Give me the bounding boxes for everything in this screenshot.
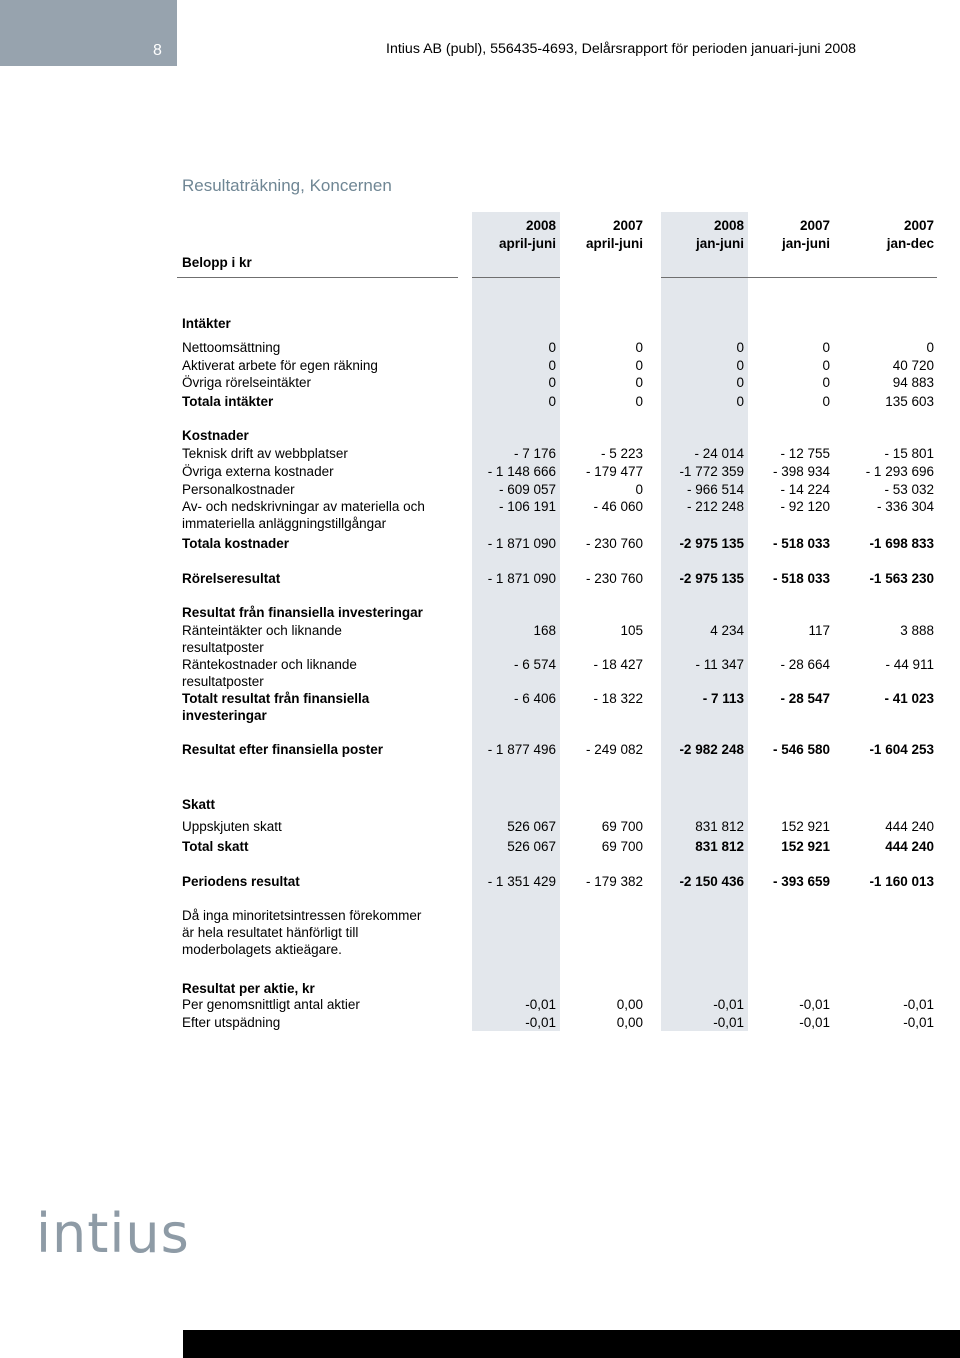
column-period: jan-juni: [696, 236, 744, 251]
value-cell: -0,01: [799, 997, 830, 1012]
value-cell: 0: [635, 394, 643, 409]
value-cell: - 1 871 090: [487, 571, 556, 586]
value-cell: - 41 023: [884, 691, 934, 706]
value-cell: - 44 911: [885, 657, 934, 672]
row-label: Periodens resultat: [182, 874, 300, 889]
column-year: 2008: [713, 218, 744, 233]
value-cell: - 1 877 496: [487, 742, 556, 757]
row-label: Personalkostnader: [182, 482, 295, 497]
row-label-cont: resultatposter: [182, 674, 264, 689]
value-cell: - 1 351 429: [487, 874, 556, 889]
value-cell: - 6 406: [513, 691, 556, 706]
value-cell: - 7 113: [702, 691, 744, 706]
unit-label: Belopp i kr: [182, 255, 252, 270]
value-cell: 526 067: [507, 839, 556, 854]
value-cell: 0: [548, 358, 556, 373]
value-cell: 0: [926, 340, 934, 355]
value-cell: - 230 760: [585, 536, 643, 551]
row-label-cont: investeringar: [182, 708, 267, 723]
value-cell: 94 883: [892, 375, 934, 390]
value-cell: - 28 664: [780, 657, 830, 672]
value-cell: 135 603: [885, 394, 934, 409]
row-label: Efter utspädning: [182, 1015, 281, 1030]
value-cell: 831 812: [695, 839, 744, 854]
row-label: Totala intäkter: [182, 394, 274, 409]
value-cell: - 966 514: [686, 482, 744, 497]
value-cell: - 398 934: [772, 464, 830, 479]
row-label: Uppskjuten skatt: [182, 819, 282, 834]
page-number: 8: [153, 42, 162, 59]
value-cell: - 14 224: [780, 482, 830, 497]
value-cell: -1 160 013: [869, 874, 934, 889]
header-rule-col3-5: [661, 277, 937, 278]
value-cell: - 6 574: [513, 657, 556, 672]
row-label: Skatt: [182, 797, 216, 812]
value-cell: 0: [822, 340, 830, 355]
row-label: Totalt resultat från finansiella: [182, 691, 370, 706]
value-cell: 152 921: [781, 839, 830, 854]
header-rule-col1: [472, 277, 560, 278]
column-year: 2008: [525, 218, 556, 233]
value-cell: - 230 760: [585, 571, 643, 586]
value-cell: 0: [635, 482, 643, 497]
value-cell: - 11 347: [695, 657, 744, 672]
value-cell: - 1 148 666: [487, 464, 556, 479]
value-cell: - 53 032: [884, 482, 934, 497]
row-label-cont: immateriella anläggningstillgångar: [182, 516, 387, 531]
value-cell: - 24 014: [694, 446, 744, 461]
row-label: Kostnader: [182, 428, 249, 443]
value-cell: - 15 801: [884, 446, 934, 461]
value-cell: 0,00: [616, 1015, 643, 1030]
value-cell: - 46 060: [593, 499, 643, 514]
value-cell: 0: [822, 358, 830, 373]
value-cell: 168: [533, 623, 556, 638]
row-label: Av- och nedskrivningar av materiella och: [182, 499, 425, 514]
value-cell: 0: [635, 358, 643, 373]
value-cell: - 18 322: [593, 691, 643, 706]
document-header: Intius AB (publ), 556435-4693, Delårsrapport för perioden januari-juni 2008: [386, 41, 857, 57]
row-label: Ränteintäkter och liknande: [182, 623, 342, 638]
column-period: april-juni: [499, 236, 556, 251]
value-cell: - 7 176: [513, 446, 556, 461]
value-cell: -2 150 436: [679, 874, 744, 889]
column-period: april-juni: [586, 236, 643, 251]
value-cell: 0: [548, 375, 556, 390]
value-cell: 3 888: [900, 623, 934, 638]
row-label: Övriga rörelseintäkter: [182, 375, 312, 390]
column-year: 2007: [903, 218, 934, 233]
value-cell: -2 975 135: [679, 571, 744, 586]
value-cell: -2 975 135: [679, 536, 744, 551]
value-cell: -0,01: [525, 997, 556, 1012]
column-year: 2007: [799, 218, 830, 233]
row-label: Då inga minoritetsintressen förekommer: [182, 908, 422, 923]
value-cell: - 5 223: [600, 446, 643, 461]
value-cell: 0: [822, 394, 830, 409]
row-label: Nettoomsättning: [182, 340, 281, 355]
row-label: Intäkter: [182, 316, 231, 331]
row-label: Total skatt: [182, 839, 249, 854]
row-label: Resultat från finansiella investeringar: [182, 605, 423, 620]
value-cell: 0: [635, 375, 643, 390]
value-cell: -1 563 230: [869, 571, 934, 586]
value-cell: -2 982 248: [679, 742, 744, 757]
value-cell: 0: [822, 375, 830, 390]
value-cell: 152 921: [781, 819, 830, 834]
page-number-tab: [0, 0, 177, 66]
value-cell: 0: [736, 375, 744, 390]
value-cell: 0: [635, 340, 643, 355]
value-cell: -0,01: [799, 1015, 830, 1030]
row-label: Räntekostnader och liknande: [182, 657, 357, 672]
value-cell: - 12 755: [780, 446, 830, 461]
value-cell: 69 700: [601, 839, 643, 854]
value-cell: - 106 191: [498, 499, 556, 514]
value-cell: 0: [736, 358, 744, 373]
value-cell: - 518 033: [772, 536, 830, 551]
value-cell: 4 234: [710, 623, 744, 638]
value-cell: 69 700: [601, 819, 643, 834]
value-cell: -0,01: [713, 997, 744, 1012]
value-cell: - 609 057: [498, 482, 556, 497]
value-cell: 40 720: [892, 358, 934, 373]
value-cell: 0: [736, 340, 744, 355]
value-cell: -0,01: [713, 1015, 744, 1030]
row-label: Per genomsnittligt antal aktier: [182, 997, 360, 1012]
column-year: 2007: [612, 218, 643, 233]
value-cell: 105: [620, 623, 643, 638]
row-label: Totala kostnader: [182, 536, 290, 551]
value-cell: -1 698 833: [869, 536, 934, 551]
value-cell: - 249 082: [585, 742, 643, 757]
value-cell: - 336 304: [876, 499, 934, 514]
value-cell: -0,01: [525, 1015, 556, 1030]
value-cell: - 1 293 696: [865, 464, 934, 479]
value-cell: 0: [548, 340, 556, 355]
row-label: Teknisk drift av webbplatser: [182, 446, 348, 461]
value-cell: 0: [736, 394, 744, 409]
intius-logo: intius: [36, 1202, 190, 1265]
value-cell: -1 604 253: [869, 742, 934, 757]
row-label: Aktiverat arbete för egen räkning: [182, 358, 378, 373]
value-cell: - 1 871 090: [487, 536, 556, 551]
header-rule-label: [177, 277, 458, 278]
footer-bar: [183, 1330, 960, 1358]
value-cell: 0,00: [616, 997, 643, 1012]
section-title: Resultaträkning, Koncernen: [182, 176, 392, 195]
value-cell: 444 240: [885, 839, 934, 854]
value-cell: 831 812: [695, 819, 744, 834]
value-cell: - 393 659: [772, 874, 830, 889]
value-cell: 117: [808, 623, 830, 638]
column-period: jan-juni: [782, 236, 830, 251]
row-label-cont: moderbolagets aktieägare.: [182, 942, 342, 957]
value-cell: -1 772 359: [679, 464, 744, 479]
value-cell: - 179 382: [585, 874, 643, 889]
row-label-cont: är hela resultatet hänförligt till: [182, 925, 359, 940]
value-cell: - 546 580: [772, 742, 830, 757]
row-label: Övriga externa kostnader: [182, 464, 334, 479]
value-cell: 0: [548, 394, 556, 409]
value-cell: 526 067: [507, 819, 556, 834]
row-label: Resultat efter finansiella poster: [182, 742, 384, 757]
row-label: Resultat per aktie, kr: [182, 981, 315, 996]
value-cell: - 18 427: [593, 657, 643, 672]
column-period: jan-dec: [886, 236, 934, 251]
row-label-cont: resultatposter: [182, 640, 264, 655]
value-cell: -0,01: [903, 1015, 934, 1030]
value-cell: - 28 547: [780, 691, 830, 706]
value-cell: - 518 033: [772, 571, 830, 586]
value-cell: - 212 248: [686, 499, 744, 514]
value-cell: - 92 120: [780, 499, 830, 514]
value-cell: - 179 477: [585, 464, 643, 479]
value-cell: -0,01: [903, 997, 934, 1012]
row-label: Rörelseresultat: [182, 571, 281, 586]
value-cell: 444 240: [885, 819, 934, 834]
